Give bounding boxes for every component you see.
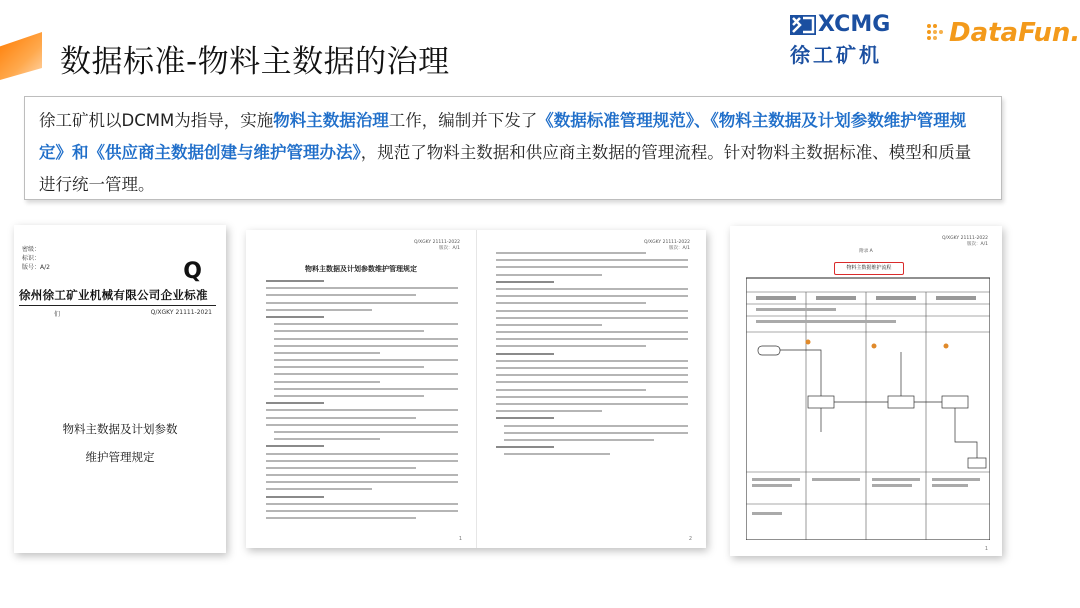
intro-text-3: ，规范了物料主数据和供应商主数据的管理流程。针对物料主数据标准、模型和质量进行统一管理。 xyxy=(39,143,972,194)
page-header-left xyxy=(414,240,460,252)
appendix-label: 附录 A xyxy=(859,249,873,254)
appendix-header-version: 版次：A/1 xyxy=(967,242,988,247)
intro-text-box xyxy=(24,96,1002,200)
cover-divider xyxy=(19,305,216,306)
page-header-left-code: Q/XGKY 21111-2022 xyxy=(414,240,460,245)
cover-name-line-1: 物料主数据及计划参数 xyxy=(62,422,178,436)
cover-q-mark: Q xyxy=(183,259,202,284)
flowchart-diagram xyxy=(746,272,990,540)
regulation-text-document xyxy=(246,230,706,548)
title-accent-bar xyxy=(0,32,42,80)
page-header-right xyxy=(644,240,690,252)
page-header-left-version: 版次：A/1 xyxy=(439,246,460,251)
xcmg-logo-en: XCMG xyxy=(818,12,891,37)
text-lines-left xyxy=(266,280,458,524)
intro-highlight-1: 物料主数据治理 xyxy=(273,111,389,130)
intro-text-2: 工作，编制并下发了 xyxy=(388,111,538,130)
text-page-left xyxy=(246,230,477,548)
appendix-page-number: 1 xyxy=(984,546,988,552)
appendix-header-code: Q/XGKY 21111-2022 xyxy=(942,236,988,241)
page-title: 数据标准-物料主数据的治理 xyxy=(60,44,450,80)
appendix-header xyxy=(942,236,988,248)
xcmg-logo xyxy=(790,12,900,66)
text-page-right xyxy=(476,230,706,548)
datafun-logo-text: DataFun. xyxy=(949,18,1080,48)
datafun-logo xyxy=(925,18,1080,48)
cover-left-code: 们 xyxy=(54,311,61,318)
page-header-right-version: 版次：A/1 xyxy=(669,246,690,251)
cover-meta-3: 版号：A/2 xyxy=(22,264,50,271)
standard-cover-document xyxy=(14,225,226,553)
page-number-right: 2 xyxy=(688,536,692,542)
intro-text-1: 徐工矿机以DCMM为指导，实施 xyxy=(39,111,274,130)
datafun-dots-icon xyxy=(925,22,947,44)
cover-standard-number: Q/XGKY 21111-2021 xyxy=(150,309,212,316)
cover-meta xyxy=(22,245,50,272)
process-flowchart-document xyxy=(730,226,1002,556)
cover-meta-1: 密级： xyxy=(22,246,41,253)
page-header-right-code: Q/XGKY 21111-2022 xyxy=(644,240,690,245)
cover-meta-2: 标识： xyxy=(22,255,41,262)
flowchart-title-box: 物料主数据维护流程 xyxy=(834,262,904,275)
cover-document-name xyxy=(14,415,226,471)
cover-company-name: 徐州徐工矿业机械有限公司企业标准 xyxy=(19,288,208,302)
text-lines-right xyxy=(496,252,688,460)
regulation-title: 物料主数据及计划参数维护管理规定 xyxy=(305,265,417,273)
cover-name-line-2: 维护管理规定 xyxy=(85,450,155,464)
xcmg-mark-icon xyxy=(790,15,816,35)
xcmg-logo-cn: 徐工矿机 xyxy=(790,43,882,67)
intro-highlight-2: 《数据标准管理规范》、《物料主数据及计划参数维护管理规定》和《供应商主数据创建与维护管理办法》 xyxy=(39,111,967,162)
page-number-left: 1 xyxy=(458,536,462,542)
